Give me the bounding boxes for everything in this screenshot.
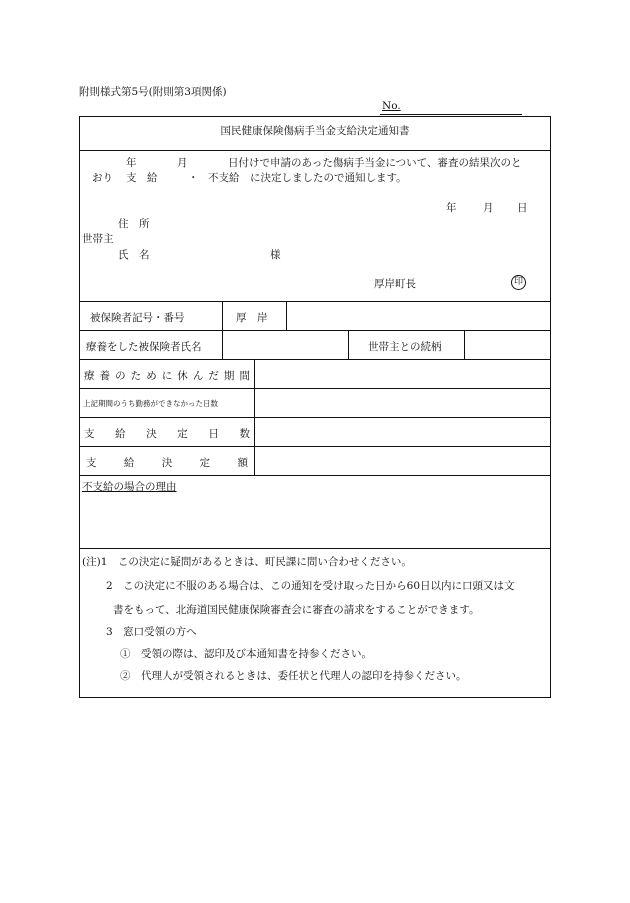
unable-days-label: 上記期間のうち勤務ができなかった日数 (83, 399, 218, 408)
patient-name-field[interactable] (223, 331, 347, 358)
insured-number-field[interactable] (287, 302, 551, 329)
note-2a: 2 この決定に不服のある場合は、この通知を受け取った日から60日以内に口頭又は文 (106, 580, 515, 592)
label-char: 数 (239, 428, 250, 440)
issuer-name: 厚岸町長 (374, 278, 416, 290)
label-char: 決 (146, 428, 157, 440)
decided-amount-field[interactable] (255, 447, 551, 474)
decision-separator: ・ (188, 172, 199, 184)
seal-mark: 印 (511, 275, 526, 290)
juusho-label: 住 所 (118, 218, 150, 230)
decision-shikyu: 支 給 (126, 172, 158, 184)
label-char: だ (208, 370, 219, 382)
decided-days-field[interactable] (255, 418, 551, 445)
label-char: 額 (237, 457, 248, 469)
label-char: 給 (115, 428, 126, 440)
notice-number-field[interactable] (380, 100, 522, 115)
reason-label: 不支給の場合の理由 (82, 481, 177, 493)
note-3: 3 窓口受領の方へ (106, 626, 197, 638)
label-char: 支 (86, 457, 97, 469)
issue-date-month: 月 (483, 202, 494, 214)
label-char: 定 (177, 428, 188, 440)
label-char: 療 (84, 370, 95, 382)
relation-label: 世帯主との続柄 (368, 341, 442, 353)
note-1: (注)1 この決定に疑問があるときは、町民課に問い合わせください。 (82, 556, 412, 568)
relation-field[interactable] (465, 331, 551, 358)
divider (80, 548, 550, 549)
notice-line2-prefix: おり (92, 172, 113, 184)
label-char: 間 (239, 370, 250, 382)
form-number-header: 附則様式第5号(附則第3項関係) (79, 86, 227, 98)
unable-days-field[interactable] (255, 389, 551, 416)
label-char: に (161, 370, 173, 382)
decision-fushikyu: 不支給 (208, 172, 240, 184)
label-char: 定 (199, 457, 211, 469)
issue-date-day: 日 (517, 202, 528, 214)
shimei-label: 氏 名 (118, 249, 150, 261)
notice-line2: に決定しましたので通知します。 (250, 172, 407, 184)
notice-form (79, 116, 551, 698)
label-char: ん (192, 370, 204, 382)
note-3-2: ② 代理人が受領されるときは、委任状と代理人の認印を持参ください。 (120, 670, 467, 682)
label-char: 期 (223, 370, 235, 382)
notice-number-label: No. (382, 100, 401, 112)
insured-number-label: 被保険者記号・番号 (90, 312, 185, 324)
label-char: 給 (123, 457, 135, 469)
divider (348, 330, 349, 359)
notice-date-month: 月 (177, 157, 188, 169)
decided-days-label (84, 426, 250, 441)
label-char: め (146, 370, 157, 382)
absence-period-label (84, 368, 250, 383)
divider (80, 150, 550, 151)
document-title: 国民健康保険傷病手当金支給決定通知書 (220, 125, 410, 137)
label-char: 休 (177, 370, 188, 382)
label-char: 日 (208, 428, 219, 440)
absence-period-field[interactable] (255, 360, 551, 387)
label-char: 養 (99, 370, 111, 382)
notice-line1: 日付けで申請のあった傷病手当金について、審査の結果次のと (228, 157, 522, 169)
label-char: 支 (84, 428, 95, 440)
label-char: の (115, 370, 126, 382)
divider (80, 475, 550, 476)
notice-date-year: 年 (126, 157, 137, 169)
reason-field[interactable] (82, 495, 550, 545)
divider (222, 301, 223, 330)
sama-honorific: 様 (270, 249, 281, 261)
note-3-1: ① 受領の際は、認印及び本通知書を持参ください。 (120, 648, 372, 660)
label-char: た (130, 370, 142, 382)
patient-name-label: 療養をした被保険者氏名 (86, 341, 202, 353)
decided-amount-label (86, 455, 248, 470)
akkeshi-label: 厚 岸 (236, 312, 268, 324)
issue-date-year: 年 (446, 202, 457, 214)
note-2b: 書をもって、北海道国民健康保険審査会に審査の請求をすることができます。 (113, 604, 480, 616)
label-char: 決 (161, 457, 173, 469)
setainushi-label: 世帯主 (82, 233, 114, 245)
